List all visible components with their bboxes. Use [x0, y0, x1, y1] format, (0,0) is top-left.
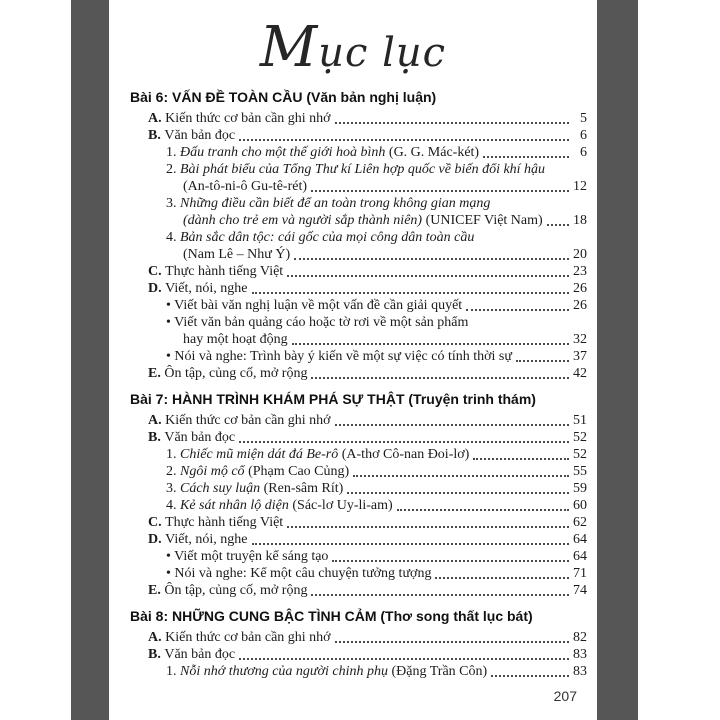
- toc-entry-line: [130, 331, 587, 348]
- toc-entry-page: 60: [573, 498, 587, 513]
- dot-leader: [491, 675, 569, 677]
- toc-entry-text: • Viết văn bản quảng cáo hoặc tờ rơi về một sản phẩm: [166, 315, 469, 330]
- dot-leader: [483, 156, 569, 158]
- toc-entry-page: 82: [573, 630, 587, 645]
- toc-entry-page: 20: [573, 247, 587, 262]
- toc-entry-line: [130, 246, 587, 263]
- toc: [109, 89, 597, 680]
- toc-entry-page: 74: [573, 583, 587, 598]
- toc-entry-text: • Nói và nghe: Trình bày ý kiến về một sự việc có tính thời sự: [166, 349, 512, 364]
- toc-entry-page: 52: [573, 430, 587, 445]
- dot-leader: [332, 560, 569, 562]
- background-bar-left: [71, 0, 109, 720]
- page-title: Mục lục: [259, 15, 447, 80]
- dot-leader: [547, 224, 569, 226]
- dot-leader: [516, 360, 569, 362]
- toc-entry-page: 32: [573, 332, 587, 347]
- toc-entry-page: 12: [573, 179, 587, 194]
- toc-entry-page: 64: [573, 549, 587, 564]
- toc-entry-text: 2. Bài phát biểu của Tổng Thư kí Liên hợp quốc về biến đổi khí hậu: [166, 162, 546, 177]
- toc-entry-page: 5: [580, 111, 587, 126]
- dot-leader: [335, 424, 569, 426]
- toc-entry-page: 62: [573, 515, 587, 530]
- toc-entry-page: 51: [573, 413, 587, 428]
- toc-entry-text: A. Kiến thức cơ bản cần ghi nhớ: [148, 630, 331, 645]
- toc-entry-text: B. Văn bản đọc: [148, 647, 236, 662]
- dot-leader: [294, 258, 569, 260]
- toc-entry-text: A. Kiến thức cơ bản cần ghi nhớ: [148, 111, 331, 126]
- dot-leader: [239, 139, 569, 141]
- dot-leader: [353, 475, 569, 477]
- toc-entry-text: C. Thực hành tiếng Việt: [148, 515, 284, 530]
- toc-entry-page: 83: [573, 647, 587, 662]
- toc-entry-page: 6: [580, 145, 587, 160]
- dot-leader: [287, 275, 569, 277]
- toc-entry-text: B. Văn bản đọc: [148, 128, 236, 143]
- toc-entry-text: (An-tô-ni-ô Gu-tê-rét): [183, 179, 308, 194]
- dot-leader: [252, 543, 570, 545]
- toc-entry-text: hay một hoạt động: [183, 332, 288, 347]
- toc-entry-line: [130, 365, 587, 382]
- toc-entry-line: [130, 412, 587, 429]
- toc-entry-line: [130, 497, 587, 514]
- section-heading: Bài 8: NHỮNG CUNG BẬC TÌNH CẢM (Thơ song thất lục bát): [130, 608, 533, 624]
- toc-entry-text: D. Viết, nói, nghe: [148, 532, 248, 547]
- toc-entry-line: [130, 144, 587, 161]
- dot-leader: [466, 309, 569, 311]
- toc-entry-line: [130, 565, 587, 582]
- section-heading: Bài 7: HÀNH TRÌNH KHÁM PHÁ SỰ THẬT (Truyện trinh thám): [130, 391, 536, 407]
- toc-entry-text: B. Văn bản đọc: [148, 430, 236, 445]
- book-page: [109, 0, 597, 720]
- toc-entry-text: E. Ôn tập, củng cố, mở rộng: [148, 583, 308, 598]
- toc-entry-page: 52: [573, 447, 587, 462]
- toc-entry-line: [130, 348, 587, 365]
- toc-entry-line: [130, 229, 587, 246]
- toc-entry-text: (dành cho trẻ em và người sắp thành niên) (UNICEF Việt Nam): [183, 213, 543, 228]
- dot-leader: [335, 641, 569, 643]
- toc-entry-text: 1. Nỗi nhớ thương của người chinh phụ (Đặng Trần Côn): [166, 664, 488, 679]
- section-heading: Bài 6: VẤN ĐỀ TOÀN CẦU (Văn bản nghị luận): [130, 89, 437, 105]
- toc-entry-text: 2. Ngôi mộ cổ (Phạm Cao Củng): [166, 464, 350, 479]
- toc-entry-page: 23: [573, 264, 587, 279]
- toc-entry-line: [130, 110, 587, 127]
- toc-entry-line: [130, 463, 587, 480]
- dot-leader: [292, 343, 569, 345]
- dot-leader: [239, 441, 569, 443]
- toc-entry-line: [130, 582, 587, 599]
- toc-entry-line: [130, 429, 587, 446]
- toc-entry-text: 4. Bản sắc dân tộc: cái gốc của mọi công dân toàn cầu: [166, 230, 475, 245]
- toc-entry-line: [130, 314, 587, 331]
- toc-entry-line: [130, 548, 587, 565]
- background-bar-right: [597, 0, 638, 720]
- toc-entry-line: [130, 480, 587, 497]
- toc-entry-page: 26: [573, 298, 587, 313]
- toc-entry-line: [130, 446, 587, 463]
- dot-leader: [311, 594, 569, 596]
- toc-entry-text: C. Thực hành tiếng Việt: [148, 264, 284, 279]
- toc-entry-text: • Viết một truyện kể sáng tạo: [166, 549, 329, 564]
- toc-entry-line: [130, 514, 587, 531]
- toc-entry-line: [130, 212, 587, 229]
- toc-entry-page: 71: [573, 566, 587, 581]
- toc-entry-text: 1. Chiếc mũ miện dát đá Be-rô (A-thơ Cô-nan Đoi-lơ): [166, 447, 470, 462]
- toc-entry-text: 1. Đấu tranh cho một thế giới hoà bình (G. G. Mác-két): [166, 145, 480, 160]
- toc-entry-line: [130, 629, 587, 646]
- toc-entry-line: [130, 280, 587, 297]
- toc-entry-text: • Nói và nghe: Kể một câu chuyện tưởng tượng: [166, 566, 432, 581]
- toc-entry-line: [130, 263, 587, 280]
- toc-entry-text: A. Kiến thức cơ bản cần ghi nhớ: [148, 413, 331, 428]
- dot-leader: [335, 122, 569, 124]
- toc-entry-line: [130, 195, 587, 212]
- dot-leader: [311, 377, 569, 379]
- toc-entry-page: 18: [573, 213, 587, 228]
- toc-entry-text: (Nam Lê – Như Ý): [183, 247, 291, 262]
- dot-leader: [239, 658, 569, 660]
- toc-entry-text: E. Ôn tập, củng cố, mở rộng: [148, 366, 308, 381]
- dot-leader: [435, 577, 569, 579]
- toc-entry-page: 37: [573, 349, 587, 364]
- toc-entry-page: 55: [573, 464, 587, 479]
- dot-leader: [311, 190, 569, 192]
- dot-leader: [347, 492, 569, 494]
- toc-entry-line: [130, 297, 587, 314]
- toc-entry-text: 4. Kẻ sát nhân lộ diện (Sác-lơ Uy-li-am): [166, 498, 393, 513]
- toc-entry-page: 64: [573, 532, 587, 547]
- toc-entry-page: 59: [573, 481, 587, 496]
- toc-entry-line: [130, 531, 587, 548]
- dot-leader: [397, 509, 569, 511]
- dot-leader: [252, 292, 570, 294]
- toc-entry-line: [130, 127, 587, 144]
- page-number: 207: [553, 688, 577, 704]
- toc-entry-text: 3. Những điều cần biết để an toàn trong không gian mạng: [166, 196, 491, 211]
- toc-entry-page: 6: [580, 128, 587, 143]
- toc-entry-text: • Viết bài văn nghị luận về một vấn đề cần giải quyết: [166, 298, 463, 313]
- toc-entry-line: [130, 178, 587, 195]
- toc-entry-page: 26: [573, 281, 587, 296]
- toc-entry-line: [130, 663, 587, 680]
- dot-leader: [473, 458, 569, 460]
- toc-entry-line: [130, 161, 587, 178]
- toc-entry-text: D. Viết, nói, nghe: [148, 281, 248, 296]
- toc-entry-page: 83: [573, 664, 587, 679]
- toc-entry-line: [130, 646, 587, 663]
- dot-leader: [287, 526, 569, 528]
- toc-entry-page: 42: [573, 366, 587, 381]
- toc-entry-text: 3. Cách suy luận (Ren-sâm Rít): [166, 481, 344, 496]
